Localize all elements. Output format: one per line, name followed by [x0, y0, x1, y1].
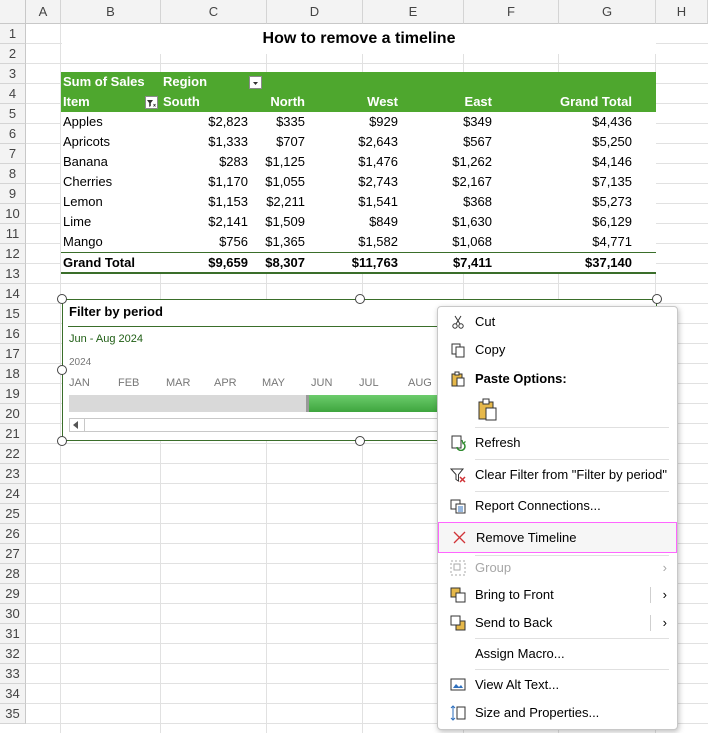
resize-handle-top-left[interactable] [57, 294, 67, 304]
pivot-row[interactable] [61, 132, 656, 152]
pivot-value-cell: $1,262 [452, 154, 492, 169]
pivot-value-cell: $707 [276, 134, 305, 149]
pivot-value-cell: $1,476 [358, 154, 398, 169]
row-header[interactable]: 25 [0, 504, 26, 524]
pivot-col-north: North [270, 94, 305, 109]
row-header[interactable]: 14 [0, 284, 26, 304]
pivot-value-cell: $2,211 [266, 194, 305, 209]
pivot-value-cell: $1,068 [452, 234, 492, 249]
row-header[interactable]: 22 [0, 444, 26, 464]
menu-item-copy[interactable] [438, 337, 677, 363]
chevron-right-icon[interactable]: › [662, 615, 667, 630]
pivot-value-cell: $6,129 [592, 214, 632, 229]
pivot-value-cell: $4,771 [592, 234, 632, 249]
context-menu [437, 306, 678, 730]
pivot-col-east: East [464, 94, 492, 109]
menu-label-cut: Cut [475, 314, 496, 329]
timeline-month-label[interactable]: JAN [69, 377, 90, 389]
pivot-row[interactable] [61, 212, 656, 232]
pivot-row[interactable] [61, 112, 656, 132]
chevron-right-icon: › [662, 560, 667, 575]
pivot-row-label: Lemon [63, 194, 103, 209]
timeline-year: 2024 [69, 357, 92, 368]
row-header[interactable]: 16 [0, 324, 26, 344]
menu-item-clear-filter[interactable] [438, 462, 677, 488]
row-header[interactable]: 9 [0, 184, 26, 204]
pivot-row[interactable] [61, 172, 656, 192]
select-all-corner[interactable] [0, 0, 26, 24]
pivot-value-cell: $1,170 [208, 174, 248, 189]
row-header[interactable]: 8 [0, 164, 26, 184]
timeline-range: Jun - Aug 2024 [69, 333, 144, 345]
refresh-icon [450, 435, 466, 451]
row-header[interactable]: 32 [0, 644, 26, 664]
size-properties-icon [450, 705, 466, 721]
pivot-value-cell: $1,333 [208, 134, 248, 149]
menu-item-report-connections[interactable] [438, 493, 677, 519]
pivot-value-cell: $1,509 [265, 214, 305, 229]
menu-label-size-and-properties: Size and Properties... [475, 705, 600, 720]
row-header[interactable]: 4 [0, 84, 26, 104]
timeline-title: Filter by period [69, 304, 163, 319]
column-header-h[interactable]: H [656, 0, 708, 24]
timeline-month-label[interactable]: JUN [311, 377, 333, 389]
pivot-value-cell: $4,146 [592, 154, 632, 169]
pivot-value-cell: $7,411 [452, 255, 492, 270]
column-header-g[interactable]: G [559, 0, 656, 24]
row-header[interactable]: 2 [0, 44, 26, 64]
pivot-value-cell: $283 [219, 154, 248, 169]
pivot-row-label: Lime [63, 214, 92, 229]
menu-label-send-to-back: Send to Back [475, 615, 553, 630]
row-header[interactable]: 21 [0, 424, 26, 444]
pivot-value-cell: $1,153 [208, 194, 248, 209]
resize-handle-top-right[interactable] [652, 294, 662, 304]
pivot-row[interactable] [61, 192, 656, 212]
row-header[interactable]: 28 [0, 564, 26, 584]
row-header[interactable]: 1 [0, 24, 26, 44]
row-header[interactable]: 19 [0, 384, 26, 404]
row-header[interactable]: 6 [0, 124, 26, 144]
row-header[interactable]: 7 [0, 144, 26, 164]
row-header[interactable]: 24 [0, 484, 26, 504]
row-header[interactable]: 31 [0, 624, 26, 644]
row-header[interactable]: 13 [0, 264, 26, 284]
pivot-value-cell: $368 [463, 194, 492, 209]
menu-item-send-to-back[interactable] [438, 610, 677, 636]
pivot-value-cell: $849 [369, 214, 398, 229]
pivot-value-cell: $1,365 [265, 234, 305, 249]
row-header[interactable]: 12 [0, 244, 26, 264]
pivot-value-cell: $8,307 [265, 255, 305, 270]
column-header-f[interactable]: F [464, 0, 559, 24]
pivot-value-cell: $2,823 [208, 114, 248, 129]
menu-item-assign-macro[interactable] [438, 641, 677, 667]
pivot-value-cell: $5,250 [592, 134, 632, 149]
bring-to-front-icon [450, 587, 466, 603]
pivot-value-cell: $4,436 [592, 114, 632, 129]
row-header[interactable]: 3 [0, 64, 26, 84]
copy-icon [450, 342, 466, 358]
clipboard-icon [450, 371, 466, 387]
menu-label-assign-macro: Assign Macro... [475, 646, 565, 661]
pivot-row-label: Banana [63, 154, 108, 169]
row-header[interactable]: 17 [0, 344, 26, 364]
row-header[interactable]: 33 [0, 664, 26, 684]
pivot-value-cell: $1,055 [265, 174, 305, 189]
pivot-value-cell: $2,743 [358, 174, 398, 189]
timeline-month-label[interactable]: MAR [166, 377, 191, 389]
column-header-e[interactable]: E [363, 0, 464, 24]
resize-handle-middle-left[interactable] [57, 365, 67, 375]
resize-handle-top-center[interactable] [355, 294, 365, 304]
column-header-b[interactable]: B [61, 0, 161, 24]
row-header[interactable]: 26 [0, 524, 26, 544]
pivot-col-south: South [163, 94, 200, 109]
menu-item-paste-options [438, 366, 677, 392]
timeline-month-label[interactable]: MAY [262, 377, 286, 389]
menu-item-refresh[interactable] [438, 430, 677, 456]
pivot-value-cell: $37,140 [585, 255, 632, 270]
timeline-selection-bar[interactable] [306, 395, 438, 412]
menu-label-copy: Copy [475, 342, 506, 357]
row-header[interactable]: 18 [0, 364, 26, 384]
pivot-row-label: Cherries [63, 174, 113, 189]
resize-handle-bottom-left[interactable] [57, 436, 67, 446]
menu-label-bring-to-front: Bring to Front [475, 587, 554, 602]
timeline-month-label[interactable]: JUL [359, 377, 379, 389]
menu-label-clear-filter: Clear Filter from "Filter by period" [475, 467, 667, 482]
menu-label-group: Group [475, 560, 512, 575]
filter-icon [146, 98, 157, 109]
row-header[interactable]: 29 [0, 584, 26, 604]
menu-item-size-and-properties[interactable] [438, 700, 677, 726]
close-icon [452, 530, 467, 545]
timeline-month-label[interactable]: FEB [118, 377, 140, 389]
timeline-month-label[interactable]: AUG [408, 377, 432, 389]
pivot-value-cell: $756 [219, 234, 248, 249]
menu-label-paste-options: Paste Options: [475, 371, 567, 386]
report-connections-icon [450, 498, 466, 514]
row-header[interactable]: 10 [0, 204, 26, 224]
column-header-d[interactable]: D [267, 0, 363, 24]
row-header[interactable]: 5 [0, 104, 26, 124]
pivot-value-cell: $1,125 [265, 154, 305, 169]
pivot-value-cell: $2,167 [452, 174, 492, 189]
pivot-row-label: Grand Total [63, 255, 135, 270]
row-header[interactable]: 23 [0, 464, 26, 484]
pivot-row-label: Apples [63, 114, 103, 129]
sheet-title: How to remove a timeline [62, 24, 656, 54]
menu-label-remove-timeline: Remove Timeline [476, 530, 577, 545]
pivot-region-label: Region [163, 74, 208, 89]
paste-button[interactable] [475, 397, 501, 423]
pivot-item-label: Item [63, 94, 90, 109]
column-header-a[interactable]: A [26, 0, 61, 24]
menu-item-remove-timeline[interactable] [438, 522, 677, 553]
resize-handle-bottom-center[interactable] [355, 436, 365, 446]
pivot-value-cell: $1,630 [452, 214, 492, 229]
pivot-row-label: Apricots [63, 134, 110, 149]
pivot-value-cell: $929 [369, 114, 398, 129]
row-header[interactable]: 30 [0, 604, 26, 624]
pivot-header [61, 72, 656, 112]
pivot-col-grand-total: Grand Total [560, 94, 632, 109]
pivot-value-cell: $2,643 [358, 134, 398, 149]
send-to-back-icon [450, 615, 466, 631]
pivot-row[interactable] [61, 232, 656, 252]
paste-icon [475, 397, 501, 423]
region-filter-button[interactable] [249, 76, 262, 89]
pivot-value-cell: $1,582 [358, 234, 398, 249]
pivot-value-cell: $349 [463, 114, 492, 129]
row-header[interactable]: 11 [0, 224, 26, 244]
pivot-value-cell: $9,659 [208, 255, 248, 270]
row-header[interactable]: 34 [0, 684, 26, 704]
row-header[interactable]: 35 [0, 704, 26, 724]
pivot-value-cell: $335 [276, 114, 305, 129]
menu-item-group[interactable] [438, 555, 677, 581]
item-filter-button[interactable] [145, 96, 158, 109]
menu-label-view-alt-text: View Alt Text... [475, 677, 560, 692]
row-header[interactable]: 20 [0, 404, 26, 424]
pivot-value-cell: $1,541 [358, 194, 398, 209]
pivot-row[interactable] [61, 152, 656, 172]
scissors-icon [450, 314, 466, 330]
menu-item-bring-to-front[interactable] [438, 582, 677, 608]
pivot-value-cell: $567 [463, 134, 492, 149]
chevron-down-icon [250, 78, 261, 89]
alt-text-icon [450, 677, 466, 693]
timeline-month-label[interactable]: APR [214, 377, 237, 389]
pivot-sum-of-sales-label: Sum of Sales [63, 74, 145, 89]
row-header[interactable]: 15 [0, 304, 26, 324]
chevron-right-icon[interactable]: › [662, 587, 667, 602]
column-header-c[interactable]: C [161, 0, 267, 24]
group-icon [450, 560, 466, 576]
menu-item-cut[interactable] [438, 309, 677, 335]
timeline-scrollbar[interactable] [69, 418, 438, 432]
pivot-row-label: Mango [63, 234, 103, 249]
pivot-grand-total-row[interactable] [61, 252, 656, 274]
row-header[interactable]: 27 [0, 544, 26, 564]
pivot-col-west: West [367, 94, 398, 109]
clear-filter-icon [450, 467, 466, 483]
menu-item-view-alt-text[interactable] [438, 672, 677, 698]
pivot-value-cell: $5,273 [592, 194, 632, 209]
pivot-value-cell: $11,763 [351, 255, 398, 270]
scroll-left-icon[interactable] [72, 421, 80, 429]
menu-label-refresh: Refresh [475, 435, 521, 450]
pivot-table[interactable] [61, 72, 656, 274]
pivot-value-cell: $7,135 [592, 174, 632, 189]
pivot-value-cell: $2,141 [208, 214, 248, 229]
menu-label-report-connections: Report Connections... [475, 498, 601, 513]
